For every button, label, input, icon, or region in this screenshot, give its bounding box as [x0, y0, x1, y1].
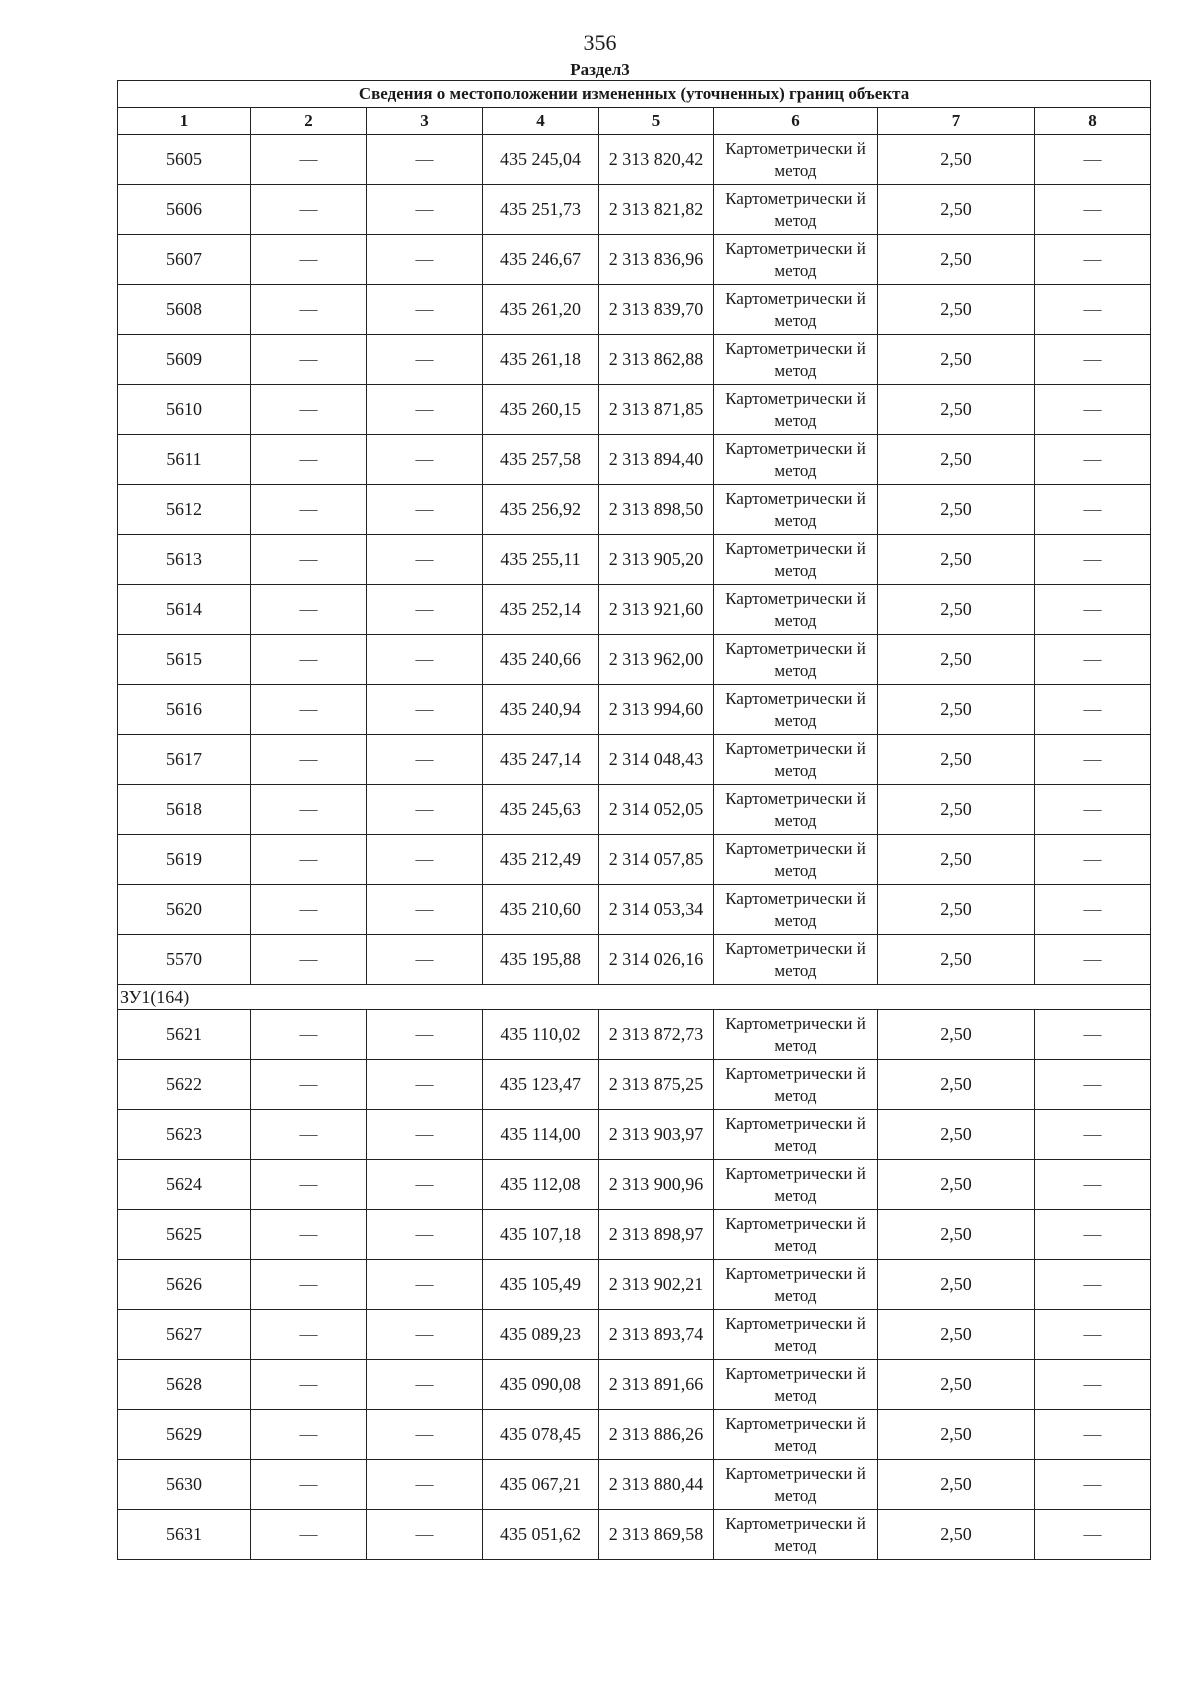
y-coordinate-cell: 2 313 898,50: [599, 485, 714, 535]
x-coordinate-cell: 435 252,14: [483, 585, 599, 635]
y-coordinate-cell: 2 313 905,20: [599, 535, 714, 585]
column-3-cell: —: [367, 635, 483, 685]
boundary-coordinates-table: [117, 80, 1151, 1560]
table-row: [118, 885, 1151, 935]
point-number-cell: 5624: [118, 1160, 251, 1210]
column-3-cell: —: [367, 485, 483, 535]
method-cell: Картометрически й метод: [714, 735, 878, 785]
x-coordinate-cell: 435 260,15: [483, 385, 599, 435]
table-row: [118, 1510, 1151, 1560]
column-2-cell: —: [251, 735, 367, 785]
column-2-cell: —: [251, 1360, 367, 1410]
column-8-cell: —: [1035, 1010, 1151, 1060]
column-8-cell: —: [1035, 535, 1151, 585]
method-cell: Картометрически й метод: [714, 235, 878, 285]
table-row: [118, 1210, 1151, 1260]
table-row: [118, 335, 1151, 385]
y-coordinate-cell: 2 313 871,85: [599, 385, 714, 435]
column-2-cell: —: [251, 485, 367, 535]
x-coordinate-cell: 435 247,14: [483, 735, 599, 785]
method-cell: Картометрически й метод: [714, 935, 878, 985]
column-3-cell: —: [367, 235, 483, 285]
y-coordinate-cell: 2 313 821,82: [599, 185, 714, 235]
point-number-cell: 5616: [118, 685, 251, 735]
column-2-cell: —: [251, 935, 367, 985]
column-2-cell: —: [251, 385, 367, 435]
y-coordinate-cell: 2 313 880,44: [599, 1460, 714, 1510]
accuracy-cell: 2,50: [878, 185, 1035, 235]
table-row: [118, 1060, 1151, 1110]
accuracy-cell: 2,50: [878, 485, 1035, 535]
column-number: 8: [1035, 108, 1151, 135]
table-row: [118, 835, 1151, 885]
group-label: ЗУ1(164): [118, 985, 1151, 1010]
column-8-cell: —: [1035, 1160, 1151, 1210]
point-number-cell: 5614: [118, 585, 251, 635]
point-number-cell: 5617: [118, 735, 251, 785]
column-8-cell: —: [1035, 485, 1151, 535]
accuracy-cell: 2,50: [878, 1260, 1035, 1310]
x-coordinate-cell: 435 256,92: [483, 485, 599, 535]
method-cell: Картометрически й метод: [714, 535, 878, 585]
y-coordinate-cell: 2 313 994,60: [599, 685, 714, 735]
accuracy-cell: 2,50: [878, 835, 1035, 885]
y-coordinate-cell: 2 314 053,34: [599, 885, 714, 935]
accuracy-cell: 2,50: [878, 585, 1035, 635]
table-row: [118, 285, 1151, 335]
table-row: [118, 235, 1151, 285]
method-cell: Картометрически й метод: [714, 185, 878, 235]
group-row: [118, 985, 1151, 1010]
y-coordinate-cell: 2 314 057,85: [599, 835, 714, 885]
point-number-cell: 5570: [118, 935, 251, 985]
x-coordinate-cell: 435 251,73: [483, 185, 599, 235]
column-number: 7: [878, 108, 1035, 135]
accuracy-cell: 2,50: [878, 1360, 1035, 1410]
column-3-cell: —: [367, 1010, 483, 1060]
method-cell: Картометрически й метод: [714, 1510, 878, 1560]
x-coordinate-cell: 435 112,08: [483, 1160, 599, 1210]
column-3-cell: —: [367, 185, 483, 235]
table-row: [118, 435, 1151, 485]
column-8-cell: —: [1035, 935, 1151, 985]
column-8-cell: —: [1035, 385, 1151, 435]
accuracy-cell: 2,50: [878, 785, 1035, 835]
column-3-cell: —: [367, 935, 483, 985]
point-number-cell: 5626: [118, 1260, 251, 1310]
accuracy-cell: 2,50: [878, 385, 1035, 435]
point-number-cell: 5623: [118, 1110, 251, 1160]
column-2-cell: —: [251, 635, 367, 685]
method-cell: Картометрически й метод: [714, 1210, 878, 1260]
method-cell: Картометрически й метод: [714, 335, 878, 385]
method-cell: Картометрически й метод: [714, 835, 878, 885]
column-3-cell: —: [367, 1110, 483, 1160]
column-2-cell: —: [251, 435, 367, 485]
column-2-cell: —: [251, 785, 367, 835]
point-number-cell: 5611: [118, 435, 251, 485]
accuracy-cell: 2,50: [878, 635, 1035, 685]
point-number-cell: 5607: [118, 235, 251, 285]
table-row: [118, 1360, 1151, 1410]
column-2-cell: —: [251, 1310, 367, 1360]
accuracy-cell: 2,50: [878, 285, 1035, 335]
x-coordinate-cell: 435 245,63: [483, 785, 599, 835]
y-coordinate-cell: 2 313 836,96: [599, 235, 714, 285]
x-coordinate-cell: 435 212,49: [483, 835, 599, 885]
x-coordinate-cell: 435 123,47: [483, 1060, 599, 1110]
point-number-cell: 5615: [118, 635, 251, 685]
accuracy-cell: 2,50: [878, 335, 1035, 385]
column-8-cell: —: [1035, 1360, 1151, 1410]
table-row: [118, 735, 1151, 785]
column-3-cell: —: [367, 785, 483, 835]
y-coordinate-cell: 2 313 903,97: [599, 1110, 714, 1160]
column-2-cell: —: [251, 235, 367, 285]
column-8-cell: —: [1035, 735, 1151, 785]
y-coordinate-cell: 2 313 902,21: [599, 1260, 714, 1310]
accuracy-cell: 2,50: [878, 1110, 1035, 1160]
point-number-cell: 5622: [118, 1060, 251, 1110]
column-2-cell: —: [251, 1410, 367, 1460]
table-caption: Сведения о местоположении измененных (уточненных) границ объекта: [118, 81, 1151, 108]
column-3-cell: —: [367, 835, 483, 885]
accuracy-cell: 2,50: [878, 1060, 1035, 1110]
column-3-cell: —: [367, 1260, 483, 1310]
column-3-cell: —: [367, 1060, 483, 1110]
column-2-cell: —: [251, 1010, 367, 1060]
column-3-cell: —: [367, 1360, 483, 1410]
method-cell: Картометрически й метод: [714, 1060, 878, 1110]
point-number-cell: 5609: [118, 335, 251, 385]
x-coordinate-cell: 435 105,49: [483, 1260, 599, 1310]
column-3-cell: —: [367, 535, 483, 585]
point-number-cell: 5621: [118, 1010, 251, 1060]
accuracy-cell: 2,50: [878, 235, 1035, 285]
method-cell: Картометрически й метод: [714, 885, 878, 935]
y-coordinate-cell: 2 313 862,88: [599, 335, 714, 385]
column-8-cell: —: [1035, 1310, 1151, 1360]
y-coordinate-cell: 2 313 894,40: [599, 435, 714, 485]
point-number-cell: 5613: [118, 535, 251, 585]
method-cell: Картометрически й метод: [714, 135, 878, 185]
column-3-cell: —: [367, 285, 483, 335]
point-number-cell: 5618: [118, 785, 251, 835]
method-cell: Картометрически й метод: [714, 1410, 878, 1460]
column-8-cell: —: [1035, 1410, 1151, 1460]
column-3-cell: —: [367, 1510, 483, 1560]
method-cell: Картометрически й метод: [714, 1110, 878, 1160]
column-3-cell: —: [367, 1410, 483, 1460]
table-row: [118, 485, 1151, 535]
accuracy-cell: 2,50: [878, 1460, 1035, 1510]
column-2-cell: —: [251, 1160, 367, 1210]
x-coordinate-cell: 435 245,04: [483, 135, 599, 185]
method-cell: Картометрически й метод: [714, 1360, 878, 1410]
y-coordinate-cell: 2 313 886,26: [599, 1410, 714, 1460]
column-8-cell: —: [1035, 1060, 1151, 1110]
accuracy-cell: 2,50: [878, 435, 1035, 485]
x-coordinate-cell: 435 261,20: [483, 285, 599, 335]
column-2-cell: —: [251, 135, 367, 185]
y-coordinate-cell: 2 313 900,96: [599, 1160, 714, 1210]
column-3-cell: —: [367, 135, 483, 185]
method-cell: Картометрически й метод: [714, 685, 878, 735]
y-coordinate-cell: 2 313 893,74: [599, 1310, 714, 1360]
point-number-cell: 5612: [118, 485, 251, 535]
x-coordinate-cell: 435 240,66: [483, 635, 599, 685]
column-2-cell: —: [251, 1510, 367, 1560]
column-2-cell: —: [251, 285, 367, 335]
x-coordinate-cell: 435 051,62: [483, 1510, 599, 1560]
column-8-cell: —: [1035, 235, 1151, 285]
x-coordinate-cell: 435 089,23: [483, 1310, 599, 1360]
y-coordinate-cell: 2 313 921,60: [599, 585, 714, 635]
y-coordinate-cell: 2 313 820,42: [599, 135, 714, 185]
method-cell: Картометрически й метод: [714, 1460, 878, 1510]
table-row: [118, 1310, 1151, 1360]
column-8-cell: —: [1035, 1110, 1151, 1160]
column-3-cell: —: [367, 335, 483, 385]
x-coordinate-cell: 435 107,18: [483, 1210, 599, 1260]
accuracy-cell: 2,50: [878, 1160, 1035, 1210]
table-row: [118, 1260, 1151, 1310]
point-number-cell: 5628: [118, 1360, 251, 1410]
column-number: 2: [251, 108, 367, 135]
column-2-cell: —: [251, 335, 367, 385]
point-number-cell: 5627: [118, 1310, 251, 1360]
point-number-cell: 5610: [118, 385, 251, 435]
column-2-cell: —: [251, 835, 367, 885]
column-number: 3: [367, 108, 483, 135]
point-number-cell: 5620: [118, 885, 251, 935]
method-cell: Картометрически й метод: [714, 435, 878, 485]
y-coordinate-cell: 2 314 052,05: [599, 785, 714, 835]
x-coordinate-cell: 435 195,88: [483, 935, 599, 985]
accuracy-cell: 2,50: [878, 535, 1035, 585]
column-8-cell: —: [1035, 285, 1151, 335]
method-cell: Картометрически й метод: [714, 1160, 878, 1210]
column-8-cell: —: [1035, 1260, 1151, 1310]
y-coordinate-cell: 2 313 839,70: [599, 285, 714, 335]
column-8-cell: —: [1035, 1210, 1151, 1260]
column-3-cell: —: [367, 435, 483, 485]
y-coordinate-cell: 2 313 875,25: [599, 1060, 714, 1110]
point-number-cell: 5625: [118, 1210, 251, 1260]
accuracy-cell: 2,50: [878, 1410, 1035, 1460]
method-cell: Картометрически й метод: [714, 485, 878, 535]
x-coordinate-cell: 435 078,45: [483, 1410, 599, 1460]
column-8-cell: —: [1035, 185, 1151, 235]
column-2-cell: —: [251, 1260, 367, 1310]
accuracy-cell: 2,50: [878, 1510, 1035, 1560]
point-number-cell: 5630: [118, 1460, 251, 1510]
x-coordinate-cell: 435 255,11: [483, 535, 599, 585]
column-3-cell: —: [367, 585, 483, 635]
column-8-cell: —: [1035, 1460, 1151, 1510]
point-number-cell: 5619: [118, 835, 251, 885]
x-coordinate-cell: 435 067,21: [483, 1460, 599, 1510]
accuracy-cell: 2,50: [878, 885, 1035, 935]
y-coordinate-cell: 2 313 872,73: [599, 1010, 714, 1060]
table-row: [118, 1010, 1151, 1060]
accuracy-cell: 2,50: [878, 935, 1035, 985]
table-row: [118, 935, 1151, 985]
point-number-cell: 5629: [118, 1410, 251, 1460]
table-row: [118, 1410, 1151, 1460]
y-coordinate-cell: 2 314 048,43: [599, 735, 714, 785]
method-cell: Картометрически й метод: [714, 385, 878, 435]
accuracy-cell: 2,50: [878, 135, 1035, 185]
table-row: [118, 685, 1151, 735]
y-coordinate-cell: 2 314 026,16: [599, 935, 714, 985]
method-cell: Картометрически й метод: [714, 1260, 878, 1310]
column-number-row: [118, 108, 1151, 135]
accuracy-cell: 2,50: [878, 1210, 1035, 1260]
y-coordinate-cell: 2 313 891,66: [599, 1360, 714, 1410]
column-8-cell: —: [1035, 835, 1151, 885]
column-3-cell: —: [367, 1210, 483, 1260]
column-2-cell: —: [251, 535, 367, 585]
column-3-cell: —: [367, 685, 483, 735]
x-coordinate-cell: 435 210,60: [483, 885, 599, 935]
table-row: [118, 635, 1151, 685]
column-8-cell: —: [1035, 785, 1151, 835]
y-coordinate-cell: 2 313 962,00: [599, 635, 714, 685]
table-row: [118, 135, 1151, 185]
column-8-cell: —: [1035, 335, 1151, 385]
table-body: [118, 135, 1151, 1560]
column-2-cell: —: [251, 585, 367, 635]
column-8-cell: —: [1035, 135, 1151, 185]
column-2-cell: —: [251, 1460, 367, 1510]
table-row: [118, 385, 1151, 435]
column-2-cell: —: [251, 685, 367, 735]
column-2-cell: —: [251, 185, 367, 235]
x-coordinate-cell: 435 110,02: [483, 1010, 599, 1060]
method-cell: Картометрически й метод: [714, 635, 878, 685]
method-cell: Картометрически й метод: [714, 1010, 878, 1060]
table-row: [118, 1160, 1151, 1210]
x-coordinate-cell: 435 261,18: [483, 335, 599, 385]
accuracy-cell: 2,50: [878, 735, 1035, 785]
point-number-cell: 5605: [118, 135, 251, 185]
table-row: [118, 535, 1151, 585]
method-cell: Картометрически й метод: [714, 585, 878, 635]
column-number: 1: [118, 108, 251, 135]
x-coordinate-cell: 435 246,67: [483, 235, 599, 285]
column-8-cell: —: [1035, 1510, 1151, 1560]
column-3-cell: —: [367, 1160, 483, 1210]
column-3-cell: —: [367, 735, 483, 785]
x-coordinate-cell: 435 240,94: [483, 685, 599, 735]
method-cell: Картометрически й метод: [714, 785, 878, 835]
method-cell: Картометрически й метод: [714, 285, 878, 335]
point-number-cell: 5631: [118, 1510, 251, 1560]
column-2-cell: —: [251, 1210, 367, 1260]
point-number-cell: 5608: [118, 285, 251, 335]
table-row: [118, 1110, 1151, 1160]
x-coordinate-cell: 435 257,58: [483, 435, 599, 485]
page-number: 356: [583, 30, 617, 55]
column-2-cell: —: [251, 1110, 367, 1160]
x-coordinate-cell: 435 114,00: [483, 1110, 599, 1160]
column-3-cell: —: [367, 385, 483, 435]
column-number: 4: [483, 108, 599, 135]
column-8-cell: —: [1035, 885, 1151, 935]
point-number-cell: 5606: [118, 185, 251, 235]
y-coordinate-cell: 2 313 869,58: [599, 1510, 714, 1560]
table-row: [118, 785, 1151, 835]
accuracy-cell: 2,50: [878, 685, 1035, 735]
table-row: [118, 585, 1151, 635]
column-8-cell: —: [1035, 435, 1151, 485]
table-row: [118, 185, 1151, 235]
column-8-cell: —: [1035, 585, 1151, 635]
column-number: 6: [714, 108, 878, 135]
column-2-cell: —: [251, 1060, 367, 1110]
y-coordinate-cell: 2 313 898,97: [599, 1210, 714, 1260]
column-2-cell: —: [251, 885, 367, 935]
column-number: 5: [599, 108, 714, 135]
section-title: Раздел3: [570, 60, 630, 79]
column-8-cell: —: [1035, 685, 1151, 735]
column-3-cell: —: [367, 885, 483, 935]
table-row: [118, 1460, 1151, 1510]
column-3-cell: —: [367, 1310, 483, 1360]
accuracy-cell: 2,50: [878, 1310, 1035, 1360]
x-coordinate-cell: 435 090,08: [483, 1360, 599, 1410]
column-3-cell: —: [367, 1460, 483, 1510]
method-cell: Картометрически й метод: [714, 1310, 878, 1360]
column-8-cell: —: [1035, 635, 1151, 685]
accuracy-cell: 2,50: [878, 1010, 1035, 1060]
